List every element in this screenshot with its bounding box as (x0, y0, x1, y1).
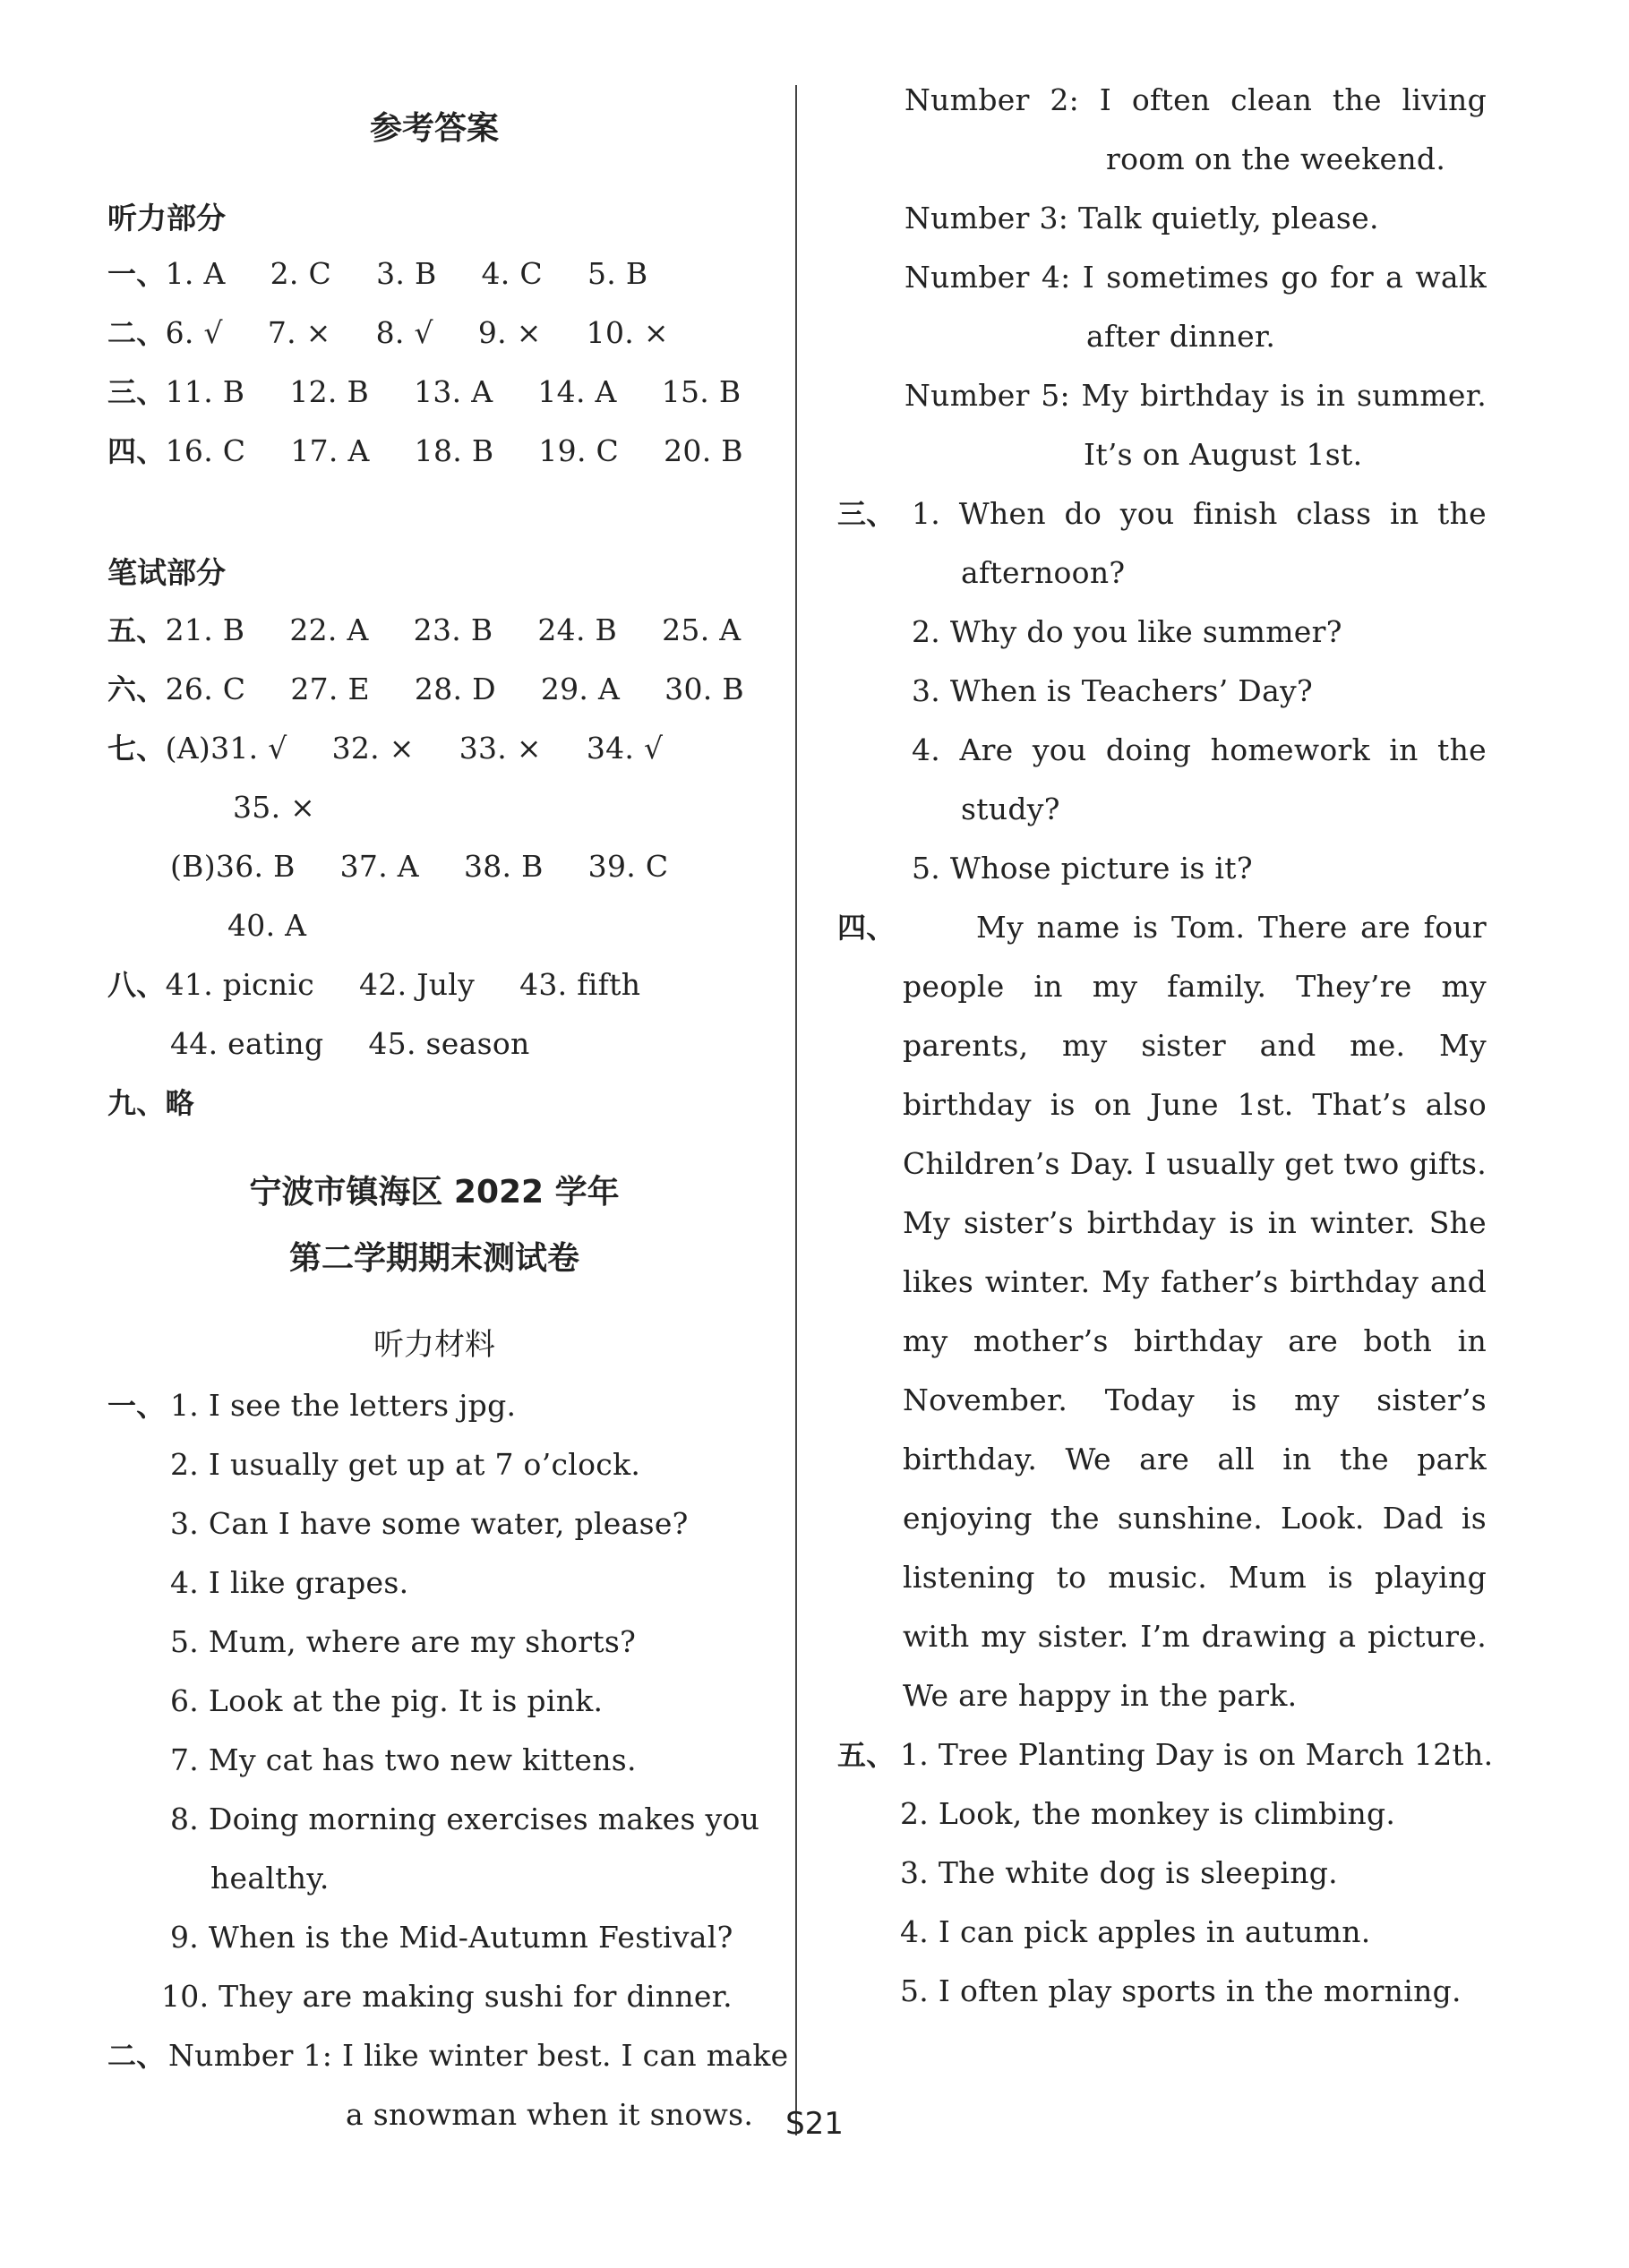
s2-number-2: Number 2: I often clean the living (905, 82, 1487, 117)
s1-line-1: 1. I see the letters jpg. (170, 1388, 517, 1423)
s4-line-14: We are happy in the park. (903, 1678, 1298, 1713)
column-divider (795, 85, 797, 2135)
answer-row-8-cont: 44. eating 45. season (170, 1026, 530, 1061)
answer-row-7b: (B)36. B 37. A 38. B 39. C (170, 849, 669, 884)
writing-heading: 笔试部分 (107, 555, 226, 590)
section-3-mark: 三、 (837, 497, 896, 531)
s1-line-3: 3. Can I have some water, please? (170, 1506, 689, 1541)
s1-line-9: 9. When is the Mid-Autumn Festival? (170, 1920, 733, 1955)
s4-line-3: parents, my sister and me. My (903, 1028, 1487, 1063)
s5-line-2: 2. Look, the monkey is climbing. (900, 1796, 1396, 1831)
section-4-mark: 四、 (837, 911, 896, 945)
s4-line-10: birthday. We are all in the park (903, 1442, 1487, 1476)
s4-line-1: My name is Tom. There are four (976, 910, 1487, 945)
answer-row-6: 六、26. C 27. E 28. D 29. A 30. B (107, 672, 744, 706)
s3-line-1-cont: afternoon? (961, 555, 1126, 590)
s4-line-6: My sister’s birthday is in winter. She (903, 1205, 1487, 1240)
s2-number-2-cont: room on the weekend. (1106, 141, 1446, 176)
s2-number-1-cont: a snowman when it snows. (346, 2097, 754, 2132)
s4-line-2: people in my family. They’re my (903, 969, 1487, 1004)
s1-line-10: 10. They are making sushi for dinner. (161, 1979, 733, 2014)
s2-number-4-cont: after dinner. (1086, 319, 1276, 354)
answer-row-2: 二、6. √ 7. × 8. √ 9. × 10. × (107, 315, 669, 350)
answer-row-7a: 七、(A)31. √ 32. × 33. × 34. √ (107, 731, 664, 766)
s4-line-13: with my sister. I’m drawing a picture. (903, 1619, 1487, 1654)
s1-line-2: 2. I usually get up at 7 o’clock. (170, 1447, 641, 1482)
s3-line-3: 3. When is Teachers’ Day? (912, 673, 1313, 708)
section-1-mark: 一、 (107, 1389, 166, 1423)
answer-row-7b-cont: 40. A (227, 908, 307, 943)
answer-row-5: 五、21. B 22. A 23. B 24. B 25. A (107, 612, 742, 647)
s5-line-4: 4. I can pick apples in autumn. (900, 1914, 1371, 1949)
answer-row-7a-cont: 35. × (233, 790, 316, 825)
answer-row-3: 三、11. B 12. B 13. A 14. A 15. B (107, 374, 742, 409)
s5-line-1: 1. Tree Planting Day is on March 12th. (900, 1737, 1494, 1772)
s3-line-4-cont: study? (961, 792, 1060, 826)
s4-line-5: Children’s Day. I usually get two gifts. (903, 1146, 1487, 1181)
answer-row-1: 一、1. A 2. C 3. B 4. C 5. B (107, 256, 648, 291)
section-5-mark: 五、 (837, 1738, 896, 1772)
s1-line-5: 5. Mum, where are my shorts? (170, 1624, 637, 1659)
s4-line-9: November. Today is my sister’s (903, 1382, 1487, 1417)
s5-line-5: 5. I often play sports in the morning. (900, 1973, 1462, 2008)
s1-line-8: 8. Doing morning exercises makes you (170, 1802, 760, 1836)
s3-line-2: 2. Why do you like summer? (912, 614, 1342, 649)
s4-line-11: enjoying the sunshine. Look. Dad is (903, 1501, 1487, 1536)
s4-line-8: my mother’s birthday are both in (903, 1323, 1487, 1358)
s3-line-4: 4. Are you doing homework in the (912, 732, 1487, 767)
section-2-mark: 二、 (107, 2039, 166, 2073)
s1-line-6: 6. Look at the pig. It is pink. (170, 1683, 604, 1718)
s4-line-4: birthday is on June 1st. That’s also (903, 1087, 1487, 1122)
s2-number-3: Number 3: Talk quietly, please. (905, 201, 1379, 235)
s2-number-1: Number 1: I like winter best. I can make (168, 2038, 789, 2073)
exam-title-line-2: 第二学期期末测试卷 (288, 1240, 579, 1277)
s1-line-8-cont: healthy. (210, 1861, 330, 1896)
s4-line-12: listening to music. Mum is playing (903, 1560, 1487, 1595)
s2-number-4: Number 4: I sometimes go for a walk (905, 260, 1487, 295)
s2-number-5: Number 5: My birthday is in summer. (905, 378, 1487, 413)
page-number: S21 (785, 2106, 844, 2142)
s1-line-7: 7. My cat has two new kittens. (170, 1742, 637, 1777)
answer-row-8: 八、41. picnic 42. July 43. fifth (107, 967, 641, 1002)
s4-line-7: likes winter. My father’s birthday and (903, 1264, 1487, 1299)
listening-heading: 听力部分 (107, 201, 226, 235)
answer-row-4: 四、16. C 17. A 18. B 19. C 20. B (107, 433, 743, 468)
listening-material-heading: 听力材料 (373, 1327, 495, 1363)
exam-title-line-1: 宁波市镇海区 2022 学年 (249, 1174, 620, 1211)
answer-key-title: 参考答案 (369, 110, 499, 147)
s2-number-5-cont: It’s on August 1st. (1084, 437, 1363, 472)
answer-row-9: 九、略 (107, 1086, 194, 1120)
s1-line-4: 4. I like grapes. (170, 1565, 409, 1600)
s3-line-5: 5. Whose picture is it? (912, 851, 1253, 886)
s5-line-3: 3. The white dog is sleeping. (900, 1855, 1338, 1890)
s3-line-1: 1. When do you finish class in the (912, 496, 1487, 531)
